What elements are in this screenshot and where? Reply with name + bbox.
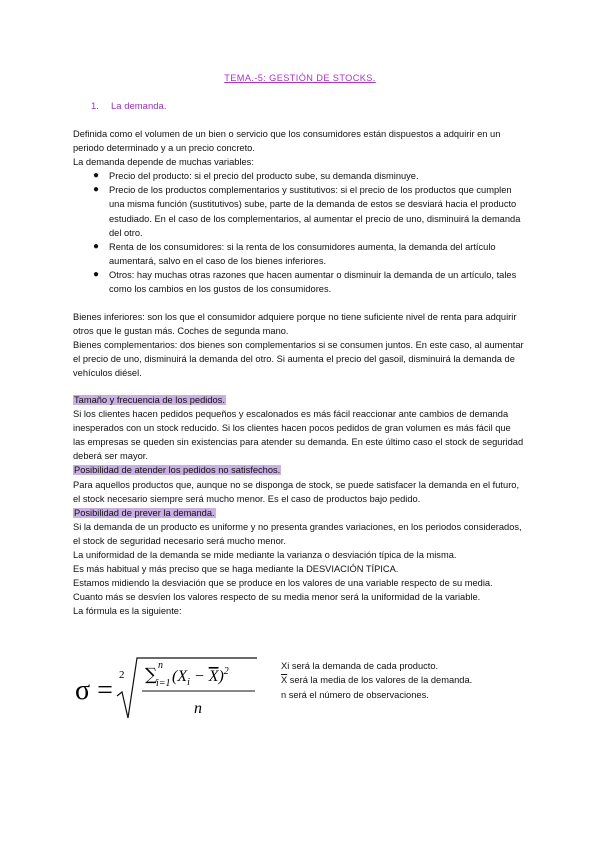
formula-term-mid: −: [189, 668, 209, 685]
formula-term-sup: 2: [223, 666, 229, 677]
document-title: TEMA.-5: GESTIÓN DE STOCKS.: [224, 73, 376, 83]
list-item: ● Precio del producto: si el precio del producto sube, su demanda disminuye.: [73, 169, 525, 183]
formula-sum: ∑: [145, 665, 158, 685]
bullet-icon: ●: [93, 170, 100, 182]
formula-note: n será el número de observaciones.: [281, 689, 429, 700]
list-item: ● Otros: hay muchas otras razones que hacen aumentar o disminuir la demanda de un artículo, tales como los cambios en los gustos de los consumidores.: [93, 268, 517, 295]
formula-term: (X: [172, 668, 188, 685]
formula-root-index: 2: [119, 669, 125, 681]
formula-note: Xi será la demanda de cada producto.: [281, 661, 439, 671]
definition-inferiores: Bienes inferiores: son los que el consumidor adquiere porque no tiene suficiente nivel de renta para adquirir otros que le gustan más. Coches de segunda mano.: [73, 312, 517, 337]
formula-notes: [281, 659, 472, 702]
intro-block: [73, 127, 525, 296]
bullet-icon: ●: [93, 184, 100, 196]
subsection-text: La fórmula es la siguiente:: [73, 606, 182, 617]
bullet-icon: ●: [93, 240, 100, 252]
definition-complementarios: Bienes complementarios: dos bienes son complementarios si se consumen juntos. En este caso, al aumentar el precio de uno, disminuirá la demanda del otro. Si aumenta el precio del gasoil, disminuirá la demanda de vehículos diésel.: [73, 340, 524, 379]
section-heading: [91, 101, 166, 112]
formula-sum-lower: i=1: [156, 678, 171, 689]
xbar-symbol: $\overline{X}$: [281, 675, 288, 686]
section-number: 1.: [91, 101, 99, 112]
variables-list: [73, 169, 525, 296]
subsection-text: La uniformidad de la demanda se mide mediante la varianza o desviación típica de la misma.: [73, 550, 457, 561]
subsections-block: [73, 393, 525, 619]
std-deviation-formula: [75, 650, 265, 722]
formula-term-end: ): [218, 668, 224, 685]
formula-note: $\overline{X}$ será la media de los valores de la demanda.: [281, 675, 473, 686]
bullet-icon: ●: [93, 268, 100, 280]
formula-sum-upper: n: [158, 660, 163, 671]
subsection-text: Estamos midiendo la desviación que se produce en los valores de una variable respecto de su media. Cuanto más se desvíen los valores respecto de su media menor será la uniformidad de la variable.: [73, 578, 493, 603]
radical-sign: [117, 658, 257, 718]
formula-denominator: n: [194, 700, 202, 717]
section-label: La demanda.: [111, 101, 167, 112]
subsection-text: Para aquellos productos que, aunque no se disponga de stock, se puede satisfacer la demanda en el futuro, el stock necesario siempre será mucho menor. Es el caso de productos bajo pedido.: [73, 479, 520, 504]
subsection-heading: Tamaño y frecuencia de los pedidos.: [74, 395, 225, 405]
list-item: ● Precio de los productos complementarios y sustitutivos: si el precio de los productos que cumplen una misma función (sustitutivos) sube, parte de la demanda de estos se desviará hacia el producto estudiado. En el caso de los complementarios, al aumentar el precio de uno, disminuirá la demanda del otro.: [93, 184, 521, 238]
list-item: ● Renta de los consumidores: si la renta de los consumidores aumenta, la demanda del artículo aumentará, salvo en el caso de los bienes inferiores.: [93, 240, 496, 266]
subsection-text: Si los clientes hacen pedidos pequeños y escalonados es más fácil reaccionar ante cambios de demanda inesperados con un stock reducido. Si los clientes hacen pocos pedidos de gran volumen es más fácil que las empresas se queden sin existencias para atender su demanda. En este último caso el stock de seguridad deberá ser mayor.: [73, 409, 524, 462]
formula-term-bar: X: [208, 668, 219, 685]
subsection-heading: Posibilidad de atender los pedidos no satisfechos.: [74, 465, 281, 476]
definitions-block: [73, 310, 525, 380]
formula-term-sub: i: [187, 677, 190, 688]
intro-variables: La demanda depende de muchas variables:: [73, 157, 254, 168]
subsection-heading: Posibilidad de prever la demanda.: [74, 507, 215, 518]
formula-lhs: σ =: [75, 675, 113, 706]
intro-paragraph: Definida como el volumen de un bien o servicio que los consumidores están dispuestos a adquirir en un periodo determinado y a un precio concreto.: [73, 129, 501, 154]
subsection-text: Es más habitual y más preciso que se haga mediante la DESVIACIÓN TÍPICA.: [73, 564, 399, 575]
svg-text:(Xi − X)2: [172, 666, 229, 688]
subsection-text: Si la demanda de un producto es uniforme y no presenta grandes variaciones, en los periodos considerados, el stock de seguridad necesario será mucho menor.: [73, 521, 522, 546]
